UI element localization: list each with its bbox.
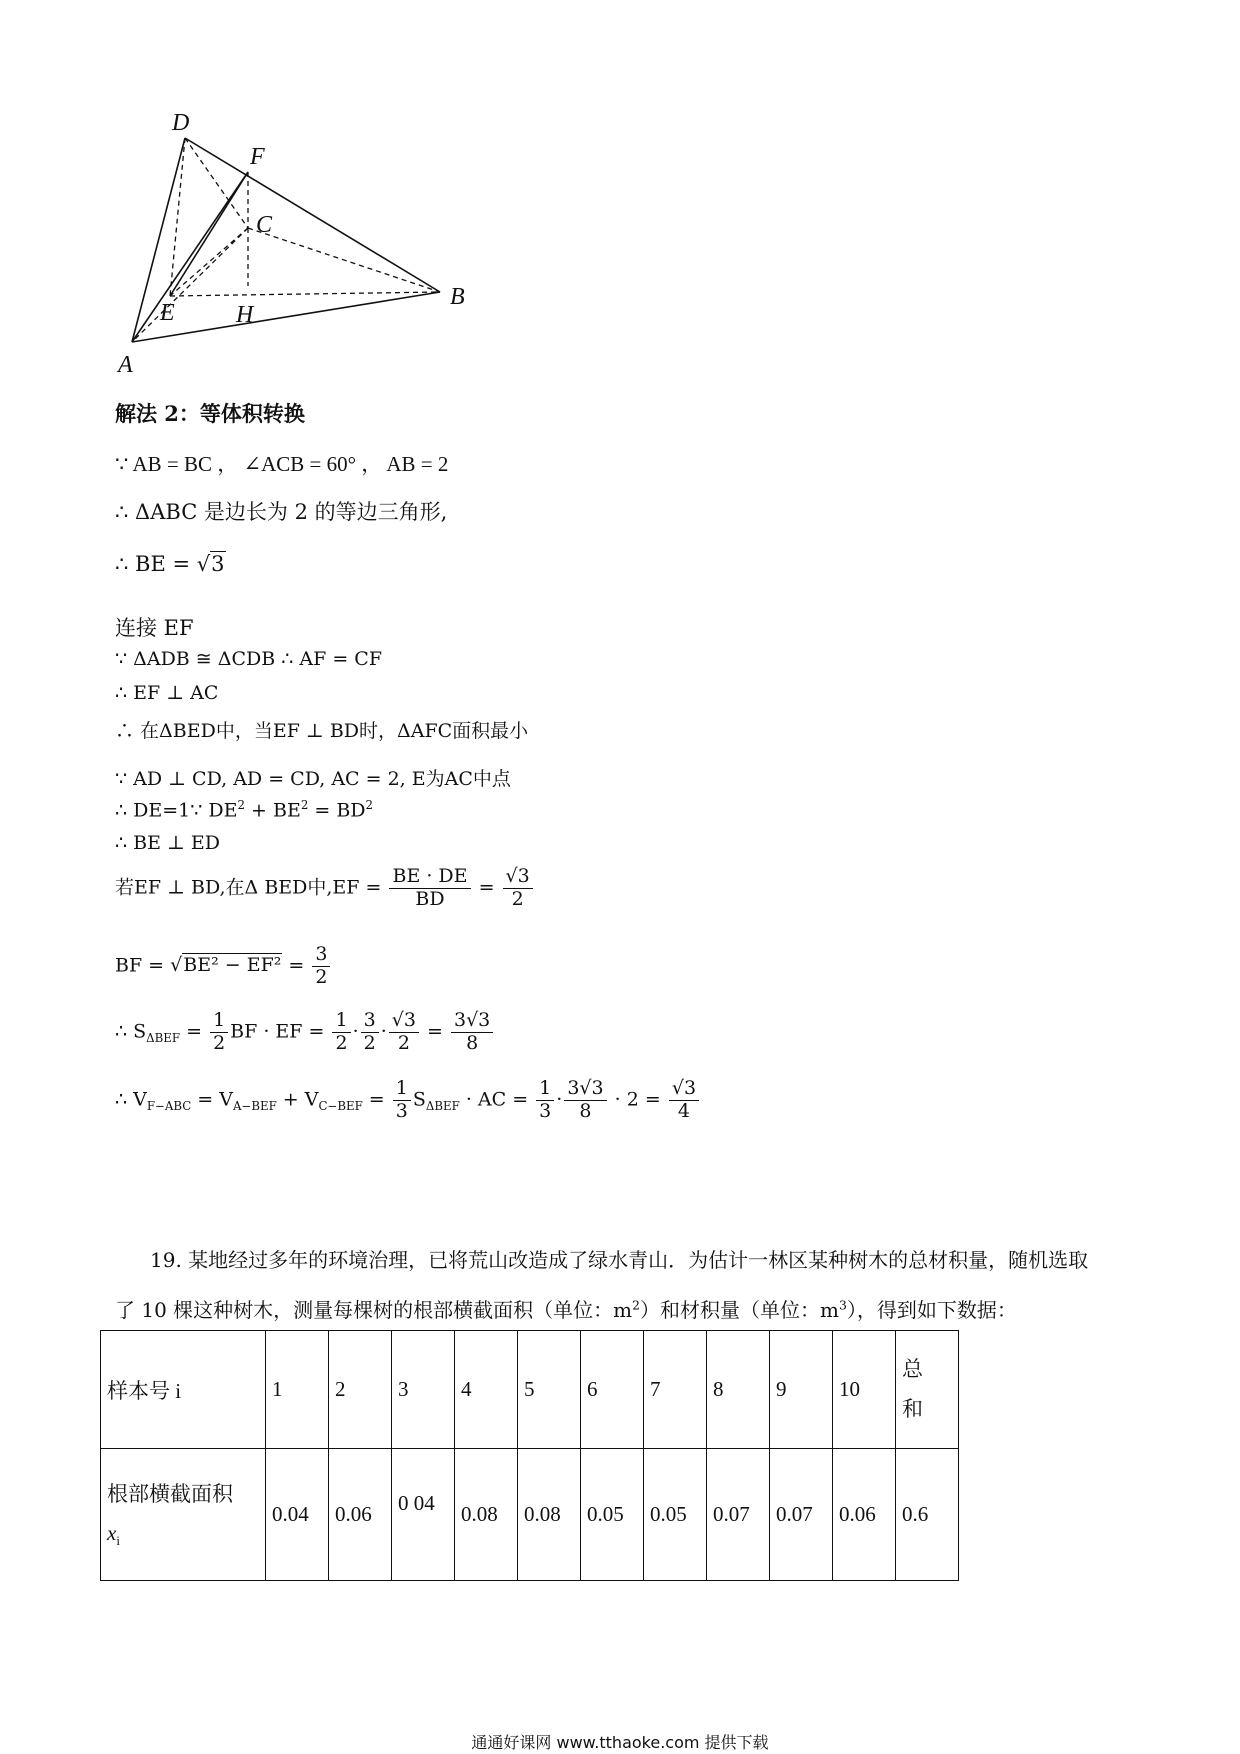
solution-line-12: BF = √BE² − EF² = $\frac{3}{2}$ — [115, 944, 332, 989]
solution-heading: 解法 2：等体积转换 — [115, 401, 305, 426]
solution-line-9: ∴ DE=1∵ $DE^2 + BE^2 = BD^2$ — [115, 798, 374, 822]
row-label-cell: 根部横截面积 $x_i$ — [101, 1449, 266, 1581]
table-row — [101, 1449, 959, 1581]
total-label-cell: 总 和 — [896, 1331, 959, 1449]
label-h: H — [236, 302, 254, 328]
value-cell: 0.05 — [581, 1449, 644, 1581]
sample-cell: 10 — [833, 1331, 896, 1449]
sample-cell: 3 — [392, 1331, 455, 1449]
question-19-line-2: 了 10 棵这种树木，测量每棵树的根部横截面积（单位：$m^2$）和材积量（单位：$m^3$），得到如下数据： — [115, 1297, 1017, 1322]
solution-line-10: ∴ BE ⊥ ED — [115, 832, 221, 854]
value-cell: 0.07 — [707, 1449, 770, 1581]
sqrt-symbol: √3 — [196, 552, 225, 576]
value-cell: 0.07 — [770, 1449, 833, 1581]
total-value-cell: 0.6 — [896, 1449, 959, 1581]
data-table — [100, 1330, 959, 1581]
value-cell: 0.05 — [644, 1449, 707, 1581]
sample-cell: 7 — [644, 1331, 707, 1449]
solution-line-8: ∵ AD ⊥ CD, AD = CD, AC = 2, E为AC中点 — [115, 768, 511, 790]
sample-cell: 6 — [581, 1331, 644, 1449]
solution-line-3: ∴ BE = √3 — [115, 552, 225, 576]
sample-cell: 5 — [518, 1331, 581, 1449]
value-cell: 0.06 — [833, 1449, 896, 1581]
header-label-cell: 样本号 i — [101, 1331, 266, 1449]
solution-line-11: 若EF ⊥ BD,在Δ BED中,EF = $\frac{BE \cdot DE}{BD}$ = $\frac{√3}{2}$ — [115, 866, 535, 911]
label-a: A — [118, 352, 133, 378]
solution-line-5: ∵ ΔADB ≅ ΔCDB ∴ AF = CF — [115, 648, 383, 670]
sample-cell: 4 — [455, 1331, 518, 1449]
value-cell: 0.04 — [266, 1449, 329, 1581]
sample-cell: 1 — [266, 1331, 329, 1449]
value-cell: 0.08 — [518, 1449, 581, 1581]
value-cell: 0.06 — [329, 1449, 392, 1581]
label-b: B — [450, 284, 465, 310]
solution-line-7: ∴ 在ΔBED中，当EF ⊥ BD时，ΔAFC面积最小 — [115, 720, 529, 742]
tetrahedron-figure — [110, 100, 490, 380]
page-footer: 通通好课网 www.tthaoke.com 提供下载 — [471, 1733, 769, 1752]
label-d: D — [172, 110, 190, 136]
solution-line-2: ∴ ΔABC 是边长为 2 的等边三角形, — [115, 500, 448, 524]
sample-cell: 9 — [770, 1331, 833, 1449]
label-c: C — [256, 212, 273, 238]
solution-line-4: 连接 EF — [115, 616, 194, 640]
value-cell: 0 04 — [392, 1449, 455, 1581]
table-row — [101, 1331, 959, 1449]
solution-line-1: ∵ AB = BC ， ∠ACB = 60° ， AB = 2 — [115, 452, 449, 476]
label-e: E — [160, 300, 175, 326]
solution-line-14: ∴ $V_{F-ABC} = V_{A-BEF} + V_{C-BEF}$ = $\frac{1}{3}$ $S_{\Delta BEF}$ · AC = $\frac{1}{3}$ · $\frac{3√3}{8}$ · 2 = $\frac{√3}{4}$ — [115, 1078, 701, 1123]
solution-line-6: ∴ EF ⊥ AC — [115, 682, 219, 704]
question-19-line-1: 19. 某地经过多年的环境治理，已将荒山改造成了绿水青山．为估计一林区某种树木的总材积量，随机选取 — [150, 1248, 1089, 1272]
value-cell: 0.08 — [455, 1449, 518, 1581]
sample-cell: 2 — [329, 1331, 392, 1449]
solution-line-13: ∴ $S_{\Delta BEF}$ = $\frac{1}{2}$ BF · EF = $\frac{1}{2}$ · $\frac{3}{2}$ · $\frac{√3}{2}$ = $\frac{3√3}{8}$ — [115, 1010, 495, 1055]
label-f: F — [250, 144, 265, 170]
sample-cell: 8 — [707, 1331, 770, 1449]
